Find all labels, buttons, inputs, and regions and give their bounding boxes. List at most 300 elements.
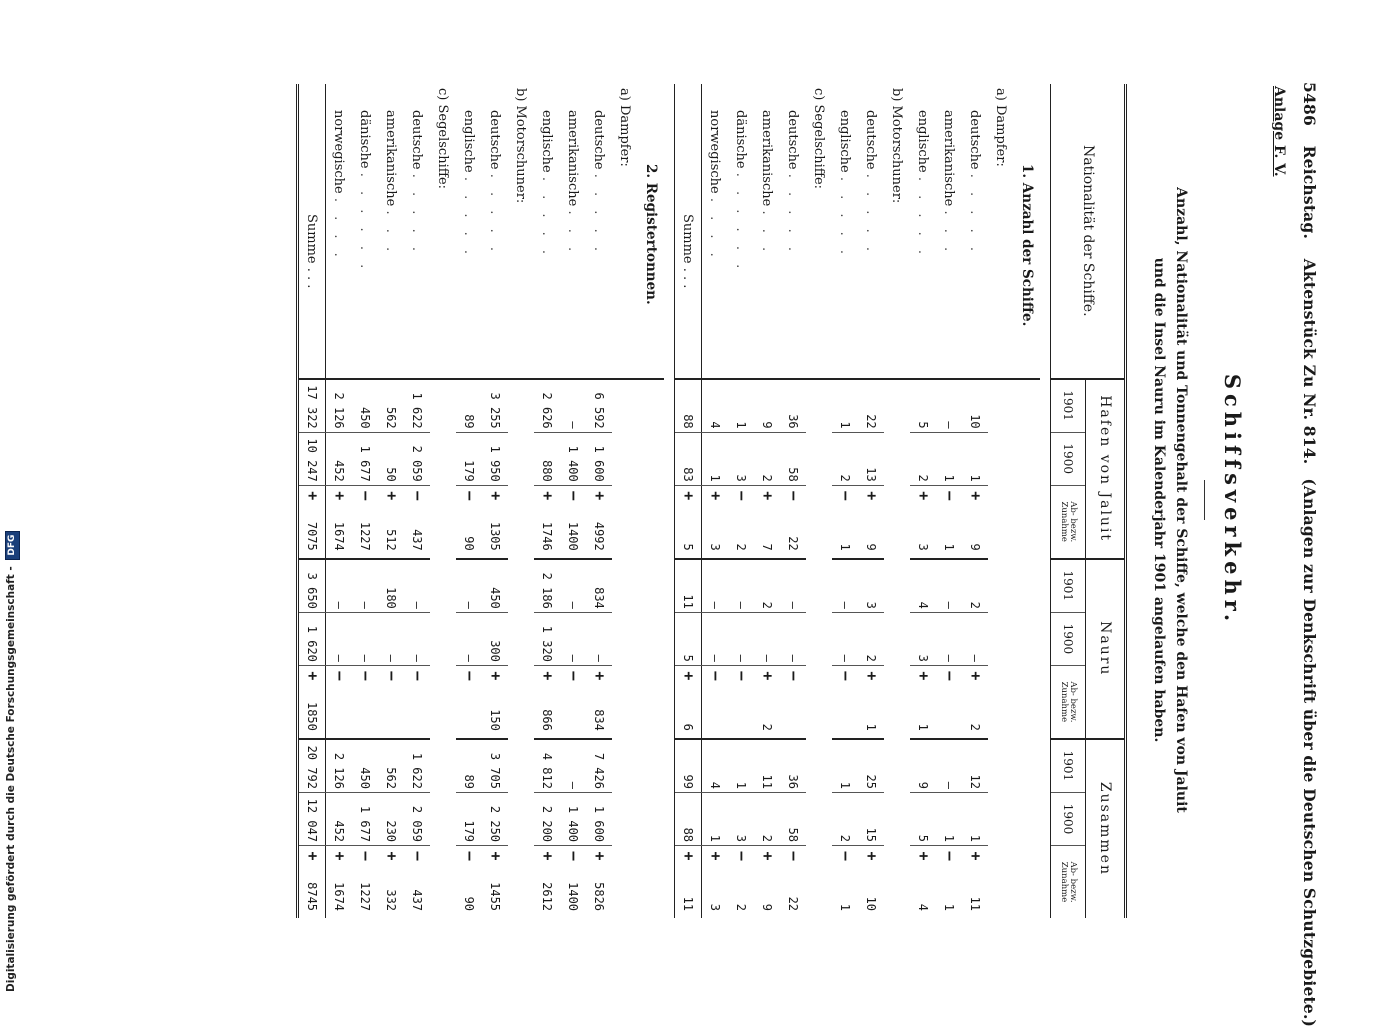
- row-label-text: deutsche: [785, 110, 801, 170]
- value-1901: —: [728, 559, 754, 613]
- value-1901: 1: [734, 421, 749, 429]
- change-amount: 8745: [305, 882, 319, 912]
- table-row: [586, 84, 612, 918]
- group-row: [430, 84, 456, 918]
- change-sign: +: [304, 851, 322, 861]
- row-label: [675, 84, 702, 379]
- value-1901: 834: [586, 559, 612, 613]
- value-1900: 1 320: [534, 612, 560, 665]
- value-1901: 12: [962, 739, 988, 793]
- value-1901: 36: [780, 739, 806, 793]
- value-change: [326, 665, 353, 738]
- change-amount: 437: [410, 529, 424, 551]
- row-label: [404, 84, 430, 379]
- header-group-jaluit: Hafen von Jaluit: [1086, 379, 1126, 559]
- value-1900: 880: [534, 432, 560, 485]
- dfg-logo: DFG: [5, 531, 20, 560]
- change-amount: 1674: [332, 882, 346, 912]
- value-1901: 7 426: [586, 739, 612, 793]
- value-change: [560, 485, 586, 558]
- row-label: [936, 84, 962, 379]
- change-sign: +: [915, 671, 933, 681]
- value-change: [404, 485, 430, 558]
- value-1900: 1 950: [482, 432, 508, 485]
- change-sign: +: [591, 491, 609, 501]
- change-amount: 22: [786, 536, 800, 551]
- table-row: [832, 84, 858, 918]
- value-change: [754, 485, 780, 558]
- leader-dots: . . . . .: [487, 173, 503, 256]
- change-sign: +: [863, 491, 881, 501]
- value-1901: 1 622: [404, 739, 430, 793]
- value-1900: 1: [936, 432, 962, 485]
- value-change: [936, 485, 962, 558]
- change-amount: 2: [760, 723, 774, 731]
- row-label-text: Summe: [680, 214, 696, 264]
- value-1900: 2: [754, 432, 780, 485]
- value-1901: 22: [864, 414, 879, 429]
- value-1901: 10: [968, 414, 983, 429]
- subheader-change: Ab- bezw. Zunahme: [1051, 485, 1086, 558]
- change-sign: +: [487, 491, 505, 501]
- change-amount: 1305: [488, 521, 502, 551]
- value-change: [378, 485, 404, 558]
- change-amount: 1: [838, 903, 852, 912]
- value-change: [560, 846, 586, 918]
- value-1901: 20 792: [298, 739, 326, 793]
- change-sign: —: [837, 851, 855, 861]
- value-1900: 452: [326, 432, 353, 485]
- change-amount: 512: [384, 529, 398, 551]
- value-1901: 5: [916, 421, 931, 429]
- change-sign: —: [357, 851, 375, 861]
- subheader-year-1901: 1901: [1051, 559, 1086, 613]
- leader-dots: . . . . .: [591, 173, 607, 256]
- value-1900: 83: [675, 432, 702, 485]
- change-amount: 3: [708, 903, 722, 912]
- header-nationality: Nationalität der Schiffe.: [1051, 84, 1126, 379]
- change-sign: +: [383, 491, 401, 501]
- value-1900: 1 620: [298, 612, 326, 665]
- section-heading-row: [638, 84, 664, 918]
- value-1901: 3 705: [482, 739, 508, 793]
- value-1901: 17 322: [298, 379, 326, 433]
- value-change: [936, 665, 962, 738]
- group-row: [612, 84, 638, 918]
- change-sign: +: [487, 851, 505, 861]
- leader-dots: . . .: [565, 210, 581, 257]
- leader-dots: . . . . .: [837, 176, 853, 260]
- running-head: [1300, 82, 1319, 1027]
- value-1901: —: [404, 559, 430, 613]
- value-1901: 99: [675, 739, 702, 793]
- value-change: [482, 485, 508, 558]
- change-sign: —: [331, 671, 349, 681]
- value-change: [832, 485, 858, 558]
- change-sign: —: [409, 851, 427, 861]
- value-1900: 1 600: [586, 432, 612, 485]
- value-change: [560, 665, 586, 738]
- change-amount: 1674: [332, 521, 346, 551]
- change-sign: —: [461, 671, 479, 681]
- change-amount: 332: [384, 889, 398, 912]
- value-change: [352, 485, 378, 558]
- change-sign: +: [539, 851, 557, 861]
- value-1901: 2 126: [326, 739, 353, 793]
- value-change: [586, 485, 612, 558]
- change-sign: +: [759, 491, 777, 501]
- table-row: [702, 84, 729, 918]
- value-1901: 3: [858, 559, 884, 613]
- leader-dots: . . .: [759, 210, 775, 257]
- change-sign: +: [331, 491, 349, 501]
- row-label-text: amerikanische: [759, 110, 775, 207]
- running-head-annex-title: (Anlagen zur Denkschrift über die Deutschen Schutzgebiete.): [1300, 478, 1319, 1027]
- change-sign: +: [591, 851, 609, 861]
- table-row: [858, 84, 884, 918]
- value-change: [456, 846, 482, 918]
- value-change: [910, 485, 936, 558]
- row-label: [456, 84, 482, 379]
- row-label: [988, 84, 1014, 379]
- leader-dots: . . . . .: [539, 176, 555, 260]
- row-label: [832, 84, 858, 379]
- row-label: [884, 84, 910, 379]
- value-1900: 5: [675, 612, 702, 665]
- change-amount: 11: [968, 896, 982, 912]
- change-amount: 2: [734, 903, 748, 912]
- change-sign: +: [304, 491, 322, 501]
- value-1900: 2: [754, 792, 780, 845]
- value-change: [780, 846, 806, 918]
- value-change: [326, 846, 353, 918]
- leader-dots: . . . . .: [915, 176, 931, 260]
- row-label-text: deutsche: [967, 110, 983, 170]
- value-1900: 1: [962, 792, 988, 845]
- change-sign: —: [785, 851, 803, 861]
- change-sign: +: [863, 851, 881, 861]
- value-1901: —: [942, 421, 957, 429]
- leader-dots: . . . . .: [461, 176, 477, 260]
- change-amount: 3: [916, 543, 930, 551]
- row-label: [586, 84, 612, 379]
- value-1901: 180: [378, 559, 404, 613]
- change-amount: 3: [708, 543, 722, 551]
- value-change: [298, 846, 326, 918]
- value-1901: 4 812: [534, 739, 560, 793]
- value-1900: —: [832, 612, 858, 665]
- subheader-change: Ab- bezw. Zunahme: [1051, 665, 1086, 738]
- value-1900: 50: [378, 432, 404, 485]
- digitization-note-text: Digitalisierung gefördert durch die Deutsche Forschungsgemeinschaft -: [5, 566, 17, 992]
- value-1900: —: [560, 612, 586, 665]
- change-sign: —: [565, 491, 583, 501]
- value-1901: —: [832, 559, 858, 613]
- change-sign: —: [409, 491, 427, 501]
- value-1900: —: [378, 612, 404, 665]
- change-amount: 150: [488, 709, 502, 731]
- row-label: [612, 84, 638, 379]
- value-1900: 13: [858, 432, 884, 485]
- change-amount: 437: [410, 889, 424, 912]
- change-sign: —: [837, 671, 855, 681]
- value-1900: 1 400: [560, 432, 586, 485]
- title-rule: [1204, 480, 1205, 520]
- table-body: [298, 84, 1051, 918]
- value-change: [404, 846, 430, 918]
- change-amount: 1400: [566, 882, 580, 912]
- change-sign: —: [733, 491, 751, 501]
- value-change: [298, 485, 326, 558]
- change-sign: —: [565, 671, 583, 681]
- change-amount: 1: [942, 543, 956, 551]
- value-1900: 3: [728, 432, 754, 485]
- subheader-change: Ab- bezw. Zunahme: [1051, 846, 1086, 918]
- value-change: [910, 665, 936, 738]
- change-sign: —: [785, 671, 803, 681]
- value-1901: 562: [378, 739, 404, 793]
- value-1901: —: [780, 559, 806, 613]
- table-row: [456, 84, 482, 918]
- change-amount: 90: [462, 896, 476, 912]
- value-1901: 4: [708, 421, 723, 429]
- value-1901: —: [560, 739, 586, 793]
- value-1900: 58: [780, 432, 806, 485]
- row-label-text: c) Segelschiffe:: [435, 88, 451, 190]
- subheader-year-1900: 1900: [1051, 612, 1086, 665]
- row-label: [910, 84, 936, 379]
- page-subtitle: Anzahl, Nationalität und Tonnengehalt der Schiffe, welche den Hafen von Jaluit und die Insel Nauru im Kalenderjahr 1901 angelaufen haben.: [1151, 187, 1189, 813]
- value-1901: 4: [702, 739, 729, 793]
- row-label-text: deutsche: [591, 110, 607, 170]
- value-change: [352, 665, 378, 738]
- change-amount: 22: [786, 896, 800, 912]
- row-label: [806, 84, 832, 379]
- row-label: [702, 84, 729, 379]
- change-sign: —: [357, 671, 375, 681]
- row-label: [728, 84, 754, 379]
- leader-dots: . . .: [304, 267, 320, 289]
- change-sign: —: [837, 491, 855, 501]
- change-sign: +: [863, 671, 881, 681]
- value-change: [962, 846, 988, 918]
- change-amount: 866: [540, 709, 554, 731]
- table-row: [482, 84, 508, 918]
- value-1900: 452: [326, 792, 353, 845]
- value-1901: 2: [962, 559, 988, 613]
- value-1900: —: [754, 612, 780, 665]
- value-1901: 88: [675, 379, 702, 433]
- row-label-text: a) Dampfer:: [617, 88, 633, 167]
- value-1900: —: [702, 612, 729, 665]
- value-change: [832, 665, 858, 738]
- value-change: [858, 485, 884, 558]
- leader-dots: . . . .: [707, 197, 723, 262]
- leader-dots: . . .: [941, 210, 957, 257]
- value-1900: 2 250: [482, 792, 508, 845]
- value-change: [702, 846, 729, 918]
- change-amount: 1400: [566, 521, 580, 551]
- header-group-nauru: Nauru: [1086, 559, 1126, 739]
- value-change: [378, 665, 404, 738]
- row-label-text: deutsche: [409, 110, 425, 170]
- change-amount: 834: [592, 709, 606, 731]
- row-label-text: amerikanische: [941, 110, 957, 207]
- value-1900: 3: [728, 792, 754, 845]
- change-amount: 1746: [540, 521, 554, 551]
- value-1901: 1: [838, 421, 853, 429]
- change-sign: +: [331, 851, 349, 861]
- subheader-year-1900: 1900: [1051, 432, 1086, 485]
- leader-dots: . . . . .: [863, 173, 879, 256]
- change-sign: —: [733, 851, 751, 861]
- value-change: [754, 665, 780, 738]
- change-sign: +: [383, 851, 401, 861]
- change-sign: —: [941, 491, 959, 501]
- row-label-text: norwegische: [707, 110, 723, 194]
- row-label-text: norwegische: [331, 110, 347, 194]
- value-1901: 9: [910, 739, 936, 793]
- subheader-year-1900: 1900: [1051, 792, 1086, 845]
- running-head-body: Reichstag.: [1300, 145, 1319, 240]
- change-sign: —: [409, 671, 427, 681]
- change-amount: 1: [838, 543, 852, 551]
- value-1900: 1: [702, 792, 729, 845]
- value-1901: —: [456, 559, 482, 613]
- value-change: [586, 846, 612, 918]
- page-number: 5486: [1300, 82, 1319, 126]
- row-label-text: deutsche: [863, 110, 879, 170]
- row-label-text: dänische: [357, 110, 373, 169]
- value-change: [780, 665, 806, 738]
- table-row: [780, 84, 806, 918]
- row-label: [858, 84, 884, 379]
- table-row: [534, 84, 560, 918]
- leader-dots: . . . . .: [967, 173, 983, 256]
- value-1900: 12 047: [298, 792, 326, 845]
- change-amount: 2: [734, 543, 748, 551]
- table-row: [404, 84, 430, 918]
- leader-dots: . . . .: [331, 197, 347, 262]
- value-1901: 3 255: [488, 392, 503, 429]
- value-1900: 3: [910, 612, 936, 665]
- leader-dots: . . .: [383, 210, 399, 257]
- value-1900: 15: [858, 792, 884, 845]
- change-amount: 1: [864, 723, 878, 731]
- row-label: [534, 84, 560, 379]
- table-row: [936, 84, 962, 918]
- value-1901: 562: [384, 406, 399, 429]
- change-amount: 11: [681, 896, 695, 912]
- row-label: [298, 84, 326, 379]
- value-change: [962, 485, 988, 558]
- change-amount: 5: [681, 543, 695, 551]
- value-change: [728, 485, 754, 558]
- value-change: [780, 485, 806, 558]
- value-1901: —: [560, 559, 586, 613]
- value-change: [534, 846, 560, 918]
- change-amount: 2612: [540, 882, 554, 912]
- change-sign: +: [967, 671, 985, 681]
- value-1901: 1 622: [410, 392, 425, 429]
- value-change: [702, 665, 729, 738]
- change-sign: —: [707, 671, 725, 681]
- value-change: [378, 846, 404, 918]
- section-heading: 2. Registertonnen.: [638, 84, 664, 379]
- value-1901: 3 650: [298, 559, 326, 613]
- change-amount: 4992: [592, 521, 606, 551]
- value-change: [675, 485, 702, 558]
- value-1900: 1: [962, 432, 988, 485]
- value-1900: —: [456, 612, 482, 665]
- group-row: [806, 84, 832, 918]
- section-heading-row: [1014, 84, 1040, 918]
- leader-dots: . . . . .: [409, 173, 425, 256]
- value-1901: 450: [358, 406, 373, 429]
- value-change: [456, 485, 482, 558]
- table-row: [352, 84, 378, 918]
- total-row: [675, 84, 702, 918]
- value-1901: 1: [832, 739, 858, 793]
- value-change: [962, 665, 988, 738]
- row-label-text: englische: [837, 110, 853, 173]
- row-label: [754, 84, 780, 379]
- change-sign: —: [941, 671, 959, 681]
- digitization-note: [0, 0, 22, 1000]
- value-1901: 6 592: [592, 392, 607, 429]
- value-1900: 1 677: [352, 792, 378, 845]
- change-amount: 6: [681, 723, 695, 731]
- value-1900: 2: [832, 792, 858, 845]
- change-sign: +: [915, 851, 933, 861]
- value-1901: 11: [754, 739, 780, 793]
- row-label: [560, 84, 586, 379]
- value-change: [326, 485, 353, 558]
- row-label: [508, 84, 534, 379]
- value-1901: 89: [456, 739, 482, 793]
- change-amount: 9: [864, 543, 878, 551]
- change-amount: 1227: [358, 882, 372, 912]
- running-head-document: Aktenstück Zu Nr. 814.: [1300, 258, 1319, 465]
- value-1900: —: [326, 612, 353, 665]
- value-1901: —: [936, 739, 962, 793]
- table-row: [910, 84, 936, 918]
- table-row: [728, 84, 754, 918]
- value-1900: 1: [702, 432, 729, 485]
- change-sign: +: [680, 491, 698, 501]
- value-1900: —: [728, 612, 754, 665]
- value-1900: 1 600: [586, 792, 612, 845]
- table-row: [326, 84, 353, 918]
- value-1900: —: [936, 612, 962, 665]
- change-sign: —: [357, 491, 375, 501]
- value-1901: 36: [786, 414, 801, 429]
- change-amount: 1: [916, 723, 930, 731]
- change-sign: +: [759, 671, 777, 681]
- leader-dots: . . . . .: [785, 173, 801, 256]
- value-change: [858, 846, 884, 918]
- table-row: [560, 84, 586, 918]
- value-1900: —: [586, 612, 612, 665]
- section-heading: 1. Anzahl der Schiffe.: [1014, 84, 1040, 379]
- row-label-text: amerikanische: [383, 110, 399, 207]
- value-1900: —: [780, 612, 806, 665]
- value-change: [832, 846, 858, 918]
- row-label: [352, 84, 378, 379]
- change-sign: +: [967, 851, 985, 861]
- row-label-text: deutsche: [487, 110, 503, 170]
- change-sign: +: [680, 671, 698, 681]
